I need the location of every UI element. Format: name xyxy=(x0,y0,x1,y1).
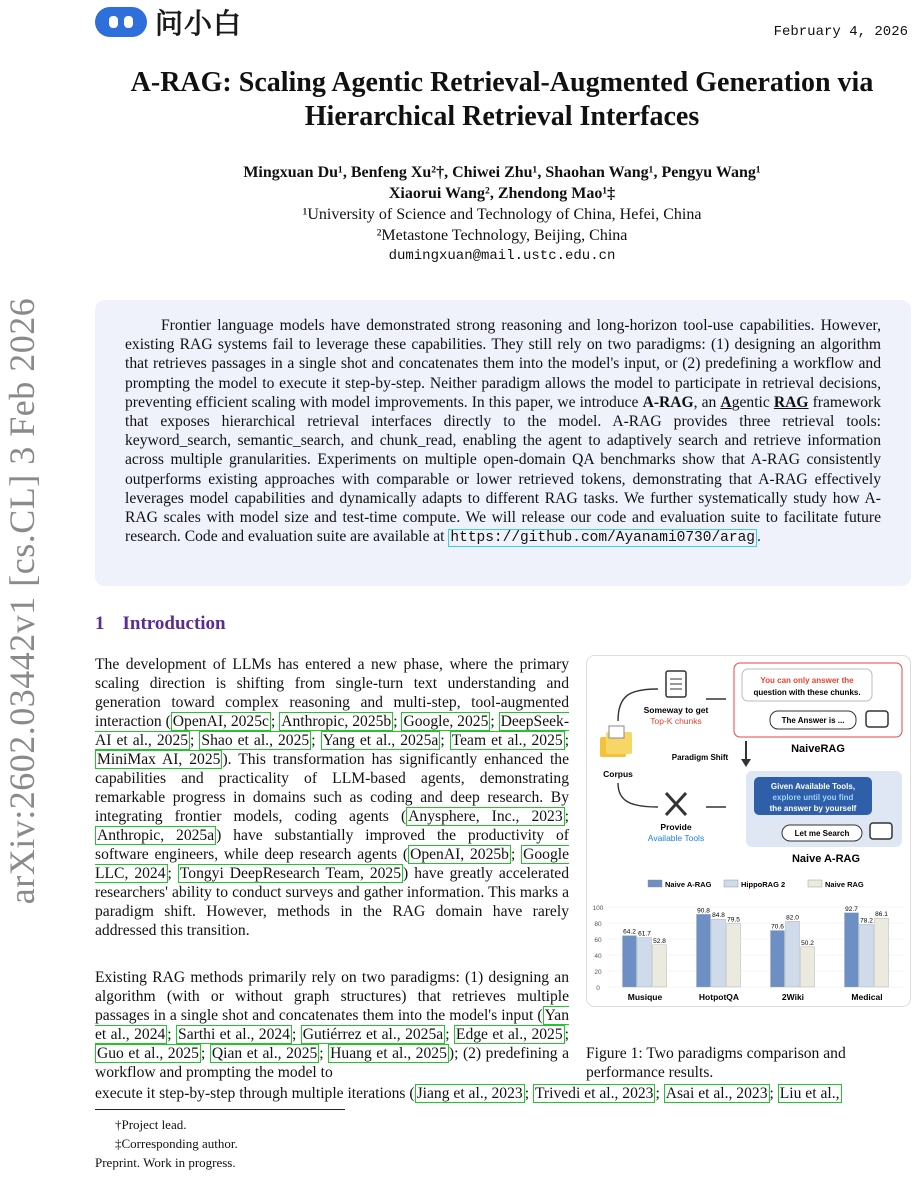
legend-swatch xyxy=(808,880,822,887)
citation-link[interactable]: Yang et al., 2025a xyxy=(322,732,439,749)
y-tick-label: 100 xyxy=(592,905,604,912)
code-link[interactable]: https://github.com/Ayanami0730/arag xyxy=(450,530,755,547)
author-block xyxy=(60,162,914,267)
authors-line-1: Mingxuan Du¹, Benfeng Xu²†, Chiwei Zhu¹, Shaohan Wang¹, Pengyu Wang¹ xyxy=(243,164,761,181)
citation-link[interactable]: Shao et al., 2025 xyxy=(201,732,310,749)
arxiv-stamp: arXiv:2602.03442v1 [cs.CL] 3 Feb 2026 xyxy=(2,297,42,905)
figure-svg xyxy=(586,655,911,1007)
x-tick-label: HotpotQA xyxy=(698,992,740,1002)
legend-label: Naive A-RAG xyxy=(665,880,712,889)
affiliation-1: ¹University of Science and Technology of China, Hefei, China xyxy=(302,206,702,223)
paper-title xyxy=(60,66,914,134)
tools-label-1: Provide xyxy=(660,822,692,832)
bar-value-label: 64.2 xyxy=(623,928,636,936)
citation-link[interactable]: Asai et al., 2023 xyxy=(665,1085,768,1102)
citation-link[interactable]: Google, 2025 xyxy=(403,713,489,730)
agent-search: Let me Search xyxy=(794,829,850,838)
document-date: February 4, 2026 xyxy=(773,24,908,40)
citation-link[interactable]: Sarthi et al., 2024 xyxy=(178,1026,290,1043)
bar xyxy=(771,931,785,987)
footnote-rule xyxy=(95,1109,345,1110)
bar xyxy=(801,947,815,987)
y-tick-label: 40 xyxy=(594,953,602,960)
naive-bubble-2: question with these chunks. xyxy=(753,688,861,697)
citation-link[interactable]: Anysphere, Inc., 2023 xyxy=(408,808,563,825)
abstract-box xyxy=(95,300,911,586)
bar-value-label: 70.6 xyxy=(771,923,784,931)
citation-link[interactable]: Guo et al., 2025 xyxy=(97,1045,199,1062)
citation-link[interactable]: Qian et al., 2025 xyxy=(211,1045,318,1062)
citation-link[interactable]: Trivedi et al., 2023 xyxy=(534,1085,654,1102)
legend-swatch xyxy=(648,880,662,887)
figure-1 xyxy=(586,655,911,1007)
agent-bubble-2: explore until you find xyxy=(772,793,854,802)
bar-value-label: 50.2 xyxy=(801,939,814,947)
footnote-project-lead: †Project lead. xyxy=(115,1117,187,1132)
bar-value-label: 52.8 xyxy=(653,937,666,945)
agent-bubble-1: Given Available Tools, xyxy=(770,782,856,791)
y-tick-label: 60 xyxy=(594,937,602,944)
naive-answer: The Answer is ... xyxy=(781,716,845,725)
bar xyxy=(623,936,637,987)
citation-link[interactable]: Liu et al., xyxy=(779,1085,840,1102)
bar-value-label: 82.0 xyxy=(786,914,799,922)
bar xyxy=(727,923,741,987)
robot-icon xyxy=(866,711,888,727)
contact-email: dumingxuan@mail.ustc.edu.cn xyxy=(388,248,616,264)
bar xyxy=(875,918,889,987)
tools-label-2: Available Tools xyxy=(647,833,705,843)
y-tick-label: 20 xyxy=(594,969,602,976)
legend-label: Naive RAG xyxy=(825,880,864,889)
citation-link[interactable]: Edge et al., 2025 xyxy=(455,1026,563,1043)
bar xyxy=(845,913,859,987)
bar-value-label: 92.7 xyxy=(845,905,858,913)
agent-name: Naive A-RAG xyxy=(791,853,861,865)
legend-swatch xyxy=(724,880,738,887)
footnote-corresponding: ‡Corresponding author. xyxy=(115,1136,238,1151)
citation-link[interactable]: OpenAI, 2025b xyxy=(410,846,509,863)
logo-text: 问小白 xyxy=(155,7,243,40)
corpus-label: Corpus xyxy=(603,769,633,779)
citation-link[interactable]: Huang et al., 2025 xyxy=(330,1045,447,1062)
intro-paragraph-1: The development of LLMs has entered a new phase, where the primary scaling direction is shifting from single-turn text understanding and generation toward complex reasoning and multi-step, tool-augmented interaction ( OpenAI, 2025c ; Anthropic, 2025b ; Google, 2025 ; DeepSeek-AI et al., 2025 ; Shao et al., 2025 ; Yang et al., 2025a ; Team et al., 2025 ; MiniMax AI, 2025 ). This transformation has significantly enhanced the capabilities and practicality of LLM-based agents, demonstrating remarkable progress in domains such as coding and deep research. By integrating frontier models, coding agents ( Anysphere, Inc., 2023 ; Anthropic, 2025a ) have substantially improved the productivity of software engineers, while deep research agents ( OpenAI, 2025b ; Google LLC, 2024 ; Tongyi DeepResearch Team, 2025 ) have greatly accelerated researchers' ability to conduct surveys and gather information. This marks a paradigm shift. However, methods in the RAG domain have rarely addressed this transition. xyxy=(95,656,570,939)
topk-label-2: Top-K chunks xyxy=(650,716,702,726)
citation-link[interactable]: MiniMax AI, 2025 xyxy=(97,751,221,768)
legend-label: HippoRAG 2 xyxy=(741,880,786,889)
citation-link[interactable]: Tongyi DeepResearch Team, 2025 xyxy=(179,865,402,882)
bar-value-label: 90.8 xyxy=(697,907,710,915)
bar xyxy=(860,924,874,987)
title-line-1: A-RAG: Scaling Agentic Retrieval-Augmented Generation via xyxy=(130,67,874,98)
title-line-2: Hierarchical Retrieval Interfaces xyxy=(304,101,700,132)
citation-link[interactable]: DeepSeek-AI et al., 2025 xyxy=(95,713,570,749)
bar-value-label: 78.2 xyxy=(860,917,873,925)
naive-bubble-1: You can only answer the xyxy=(760,676,854,685)
citation-link[interactable]: Yan et al., 2024 xyxy=(95,1007,569,1043)
authors-line-2: Xiaorui Wang², Zhendong Mao¹‡ xyxy=(388,185,616,202)
preprint-note: Preprint. Work in progress. xyxy=(95,1155,236,1170)
citation-link[interactable]: Team et al., 2025 xyxy=(451,732,563,749)
x-tick-label: Musique xyxy=(627,992,663,1002)
shift-label: Paradigm Shift xyxy=(671,753,729,762)
section-heading: 1 Introduction xyxy=(95,613,226,634)
naive-name: NaiveRAG xyxy=(791,743,845,755)
bar xyxy=(697,914,711,987)
bar xyxy=(712,919,726,987)
bar xyxy=(653,945,667,987)
bar xyxy=(786,921,800,987)
agent-bubble-3: the answer by yourself xyxy=(769,804,857,813)
bar-value-label: 61.7 xyxy=(638,930,651,938)
y-tick-label: 0 xyxy=(596,985,600,992)
bar-value-label: 86.1 xyxy=(875,911,888,919)
agent-robot-icon xyxy=(870,823,892,839)
bar-value-label: 84.8 xyxy=(712,912,725,920)
y-tick-label: 80 xyxy=(594,921,602,928)
citation-link[interactable]: Anthropic, 2025a xyxy=(97,827,215,844)
citation-link[interactable]: Google LLC, 2024 xyxy=(95,846,570,882)
app-logo xyxy=(95,2,242,42)
affiliation-2: ²Metastone Technology, Beijing, China xyxy=(376,227,628,244)
abstract-text: Frontier language models have demonstrated strong reasoning and long-horizon tool-use capabilities. However, existing RAG systems fail to leverage these capabilities. They still rely on two paradigms: (1) designing an algorithm that retrieves passages in a single shot and concatenates them into the model's input, or (2) predefining a workflow and prompting the model to execute it step-by-step. Neither paradigm allows the model to participate in retrieval decisions, preventing efficient scaling with model improvements. In this paper, we introduce A-RAG, an Agentic RAG framework that exposes hierarchical retrieval interfaces directly to the model. A-RAG provides three retrieval tools: keyword_search, semantic_search, and chunk_read, enabling the agent to adaptively search and retrieve information across multiple granularities. Experiments on multiple open-domain QA benchmarks show that A-RAG consistently outperforms existing approaches with comparable or lower retrieved tokens, demonstrating that A-RAG effectively leverages model capabilities and dynamically adapts to different RAG tasks. We further systematically study how A-RAG scales with model size and test-time compute. We will release our code and evaluation suite to facilitate future research. Code and evaluation suite are available at https://github.com/Ayanami0730/arag . xyxy=(125,317,881,547)
x-tick-label: 2Wiki xyxy=(781,992,805,1002)
citation-link[interactable]: Anthropic, 2025b xyxy=(281,713,392,730)
intro-continued-line: execute it step-by-step through multiple iterations ( Jiang et al., 2023 ; Trivedi et al., 2023 ; Asai et al., 2023 ; Liu et al., xyxy=(95,1085,840,1102)
logo-icon xyxy=(95,7,147,37)
bar-value-label: 79.5 xyxy=(727,916,740,924)
citation-link[interactable]: OpenAI, 2025c xyxy=(172,713,269,730)
citation-link[interactable]: Jiang et al., 2023 xyxy=(416,1085,523,1102)
document-icon xyxy=(666,671,686,697)
bar xyxy=(638,938,652,987)
figure-caption: Figure 1: Two paradigms comparison and performance results. xyxy=(586,1045,846,1081)
x-tick-label: Medical xyxy=(851,992,883,1002)
topk-label-1: Someway to get xyxy=(643,705,709,715)
citation-link[interactable]: Gutiérrez et al., 2025a xyxy=(302,1026,444,1043)
intro-paragraph-2: Existing RAG methods primarily rely on two paradigms: (1) designing an algorithm (with or without graph structures) that retrieves multiple passages in a single shot and concatenates them into the model's input ( Yan et al., 2024 ; Sarthi et al., 2024 ; Gutiérrez et al., 2025a ; Edge et al., 2025 ; Guo et al., 2025 ; Qian et al., 2025 ; Huang et al., 2025 ); (2) predefining a workflow and prompting the model to xyxy=(95,969,570,1081)
